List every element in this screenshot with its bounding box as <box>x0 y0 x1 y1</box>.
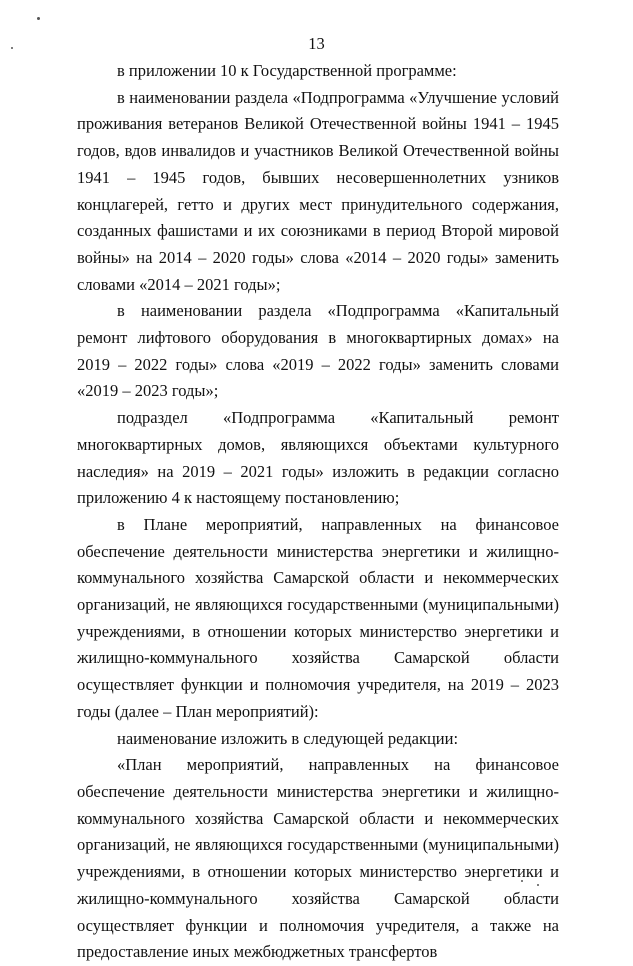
paragraph-heritage-subprogram: подраздел «Подпрограмма «Капитальный ремонт многоквартирных домов, являющихся объектами культурного наследия» на 2019 – 2021 годы» изложить в редакции согласно приложению 4 к настоящему постановлению; <box>77 408 559 508</box>
paragraph-action-plan: в Плане мероприятий, направленных на финансовое обеспечение деятельности министерства энергетики и жилищно-коммунального хозяйства Самарской области и некоммерческих организаций, не являющихся государственными (муниципальными) учреждениями, в отношении которых министерство энергетики и жилищно-коммунального хозяйства Самарской области осуществляет функции и полномочия учредителя, на 2019 – 2023 годы (далее – План мероприятий): <box>77 514 559 721</box>
scan-speck <box>37 17 40 20</box>
paragraph-elevator-subprogram: в наименовании раздела «Подпрограмма «Капитальный ремонт лифтового оборудования в многоквартирных домах» на 2019 – 2022 годы» слова «2019 – 2022 годы» заменить словами «2019 – 2023 годы»; <box>77 301 559 401</box>
paragraph-new-plan-title: «План мероприятий, направленных на финансовое обеспечение деятельности министерства энергетики и жилищно-коммунального хозяйства Самарской области и некоммерческих организаций, не являющихся государственными (муниципальными) учреждениями, в отношении которых министерство энергетики и жилищно-коммунального хозяйства Самарской области осуществляет функции и полномочия учредителя, а также на предоставление иных межбюджетных трансфертов <box>77 755 559 962</box>
page-number: 13 <box>308 34 325 53</box>
paragraph-appendix-10-intro: в приложении 10 к Государственной программе: <box>117 61 457 80</box>
document-body <box>77 58 559 966</box>
paragraph-rename-instruction: наименование изложить в следующей редакции: <box>117 728 459 748</box>
paragraph-veterans-subprogram: в наименовании раздела «Подпрограмма «Улучшение условий проживания ветеранов Великой Отечественной войны 1941 – 1945 годов, вдов инвалидов и участников Великой Отечественной войны 1941 – 1945 годов, бывших несовершеннолетних узников концлагерей, гетто и других мест принудительного содержания, созданных фашистами и их союзниками в период Второй мировой войны» на 2014 – 2020 годы» слова «2014 – 2020 годы» заменить словами «2014 – 2021 годы»; <box>77 87 559 294</box>
